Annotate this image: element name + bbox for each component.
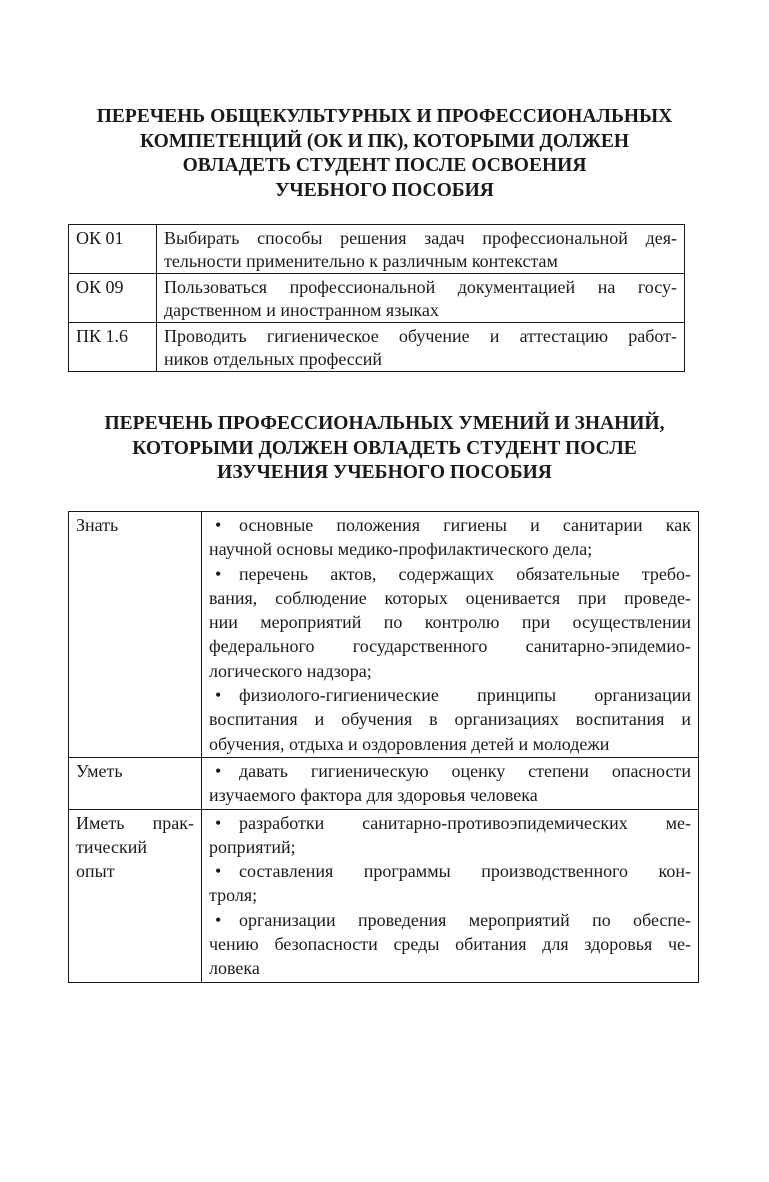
- skill-items: [202, 757, 699, 809]
- text-line: роприятий;: [209, 836, 296, 857]
- skill-category: [69, 512, 202, 758]
- skill-items: [202, 512, 699, 758]
- competency-description: [157, 225, 685, 274]
- text-line: ников отдельных профессий: [164, 348, 383, 369]
- text-line: Пользоваться профессиональной документацией на госу-: [164, 277, 677, 297]
- text-line: организации проведения мероприятий по обеспе-: [239, 909, 691, 930]
- list-item: [209, 683, 691, 756]
- category-label: опыт: [76, 860, 115, 881]
- text-line: воспитания и обучения в организациях воспитания и: [209, 709, 691, 730]
- skills-table: [68, 511, 699, 983]
- skill-category: [69, 809, 202, 982]
- text-line: физиолого-гигиенические принципы организации: [239, 685, 691, 706]
- title-line: ОВЛАДЕТЬ СТУДЕНТ ПОСЛЕ ОСВОЕНИЯ: [182, 155, 587, 176]
- bullet-icon: •: [215, 909, 222, 930]
- title-line: ПЕРЕЧЕНЬ ОБЩЕКУЛЬТУРНЫХ И ПРОФЕССИОНАЛЬНЫХ: [96, 106, 673, 127]
- skill-items: [202, 809, 699, 982]
- text-line: давать гигиеническую оценку степени опасности: [239, 760, 691, 781]
- category-label: Уметь: [76, 760, 123, 781]
- text-line: изучаемого фактора для здоровья человека: [209, 785, 538, 806]
- category-label: Знать: [76, 515, 119, 535]
- text-line: разработки санитарно-противоэпидемических ме-: [239, 812, 691, 833]
- bullet-icon: •: [215, 760, 222, 781]
- table-row: [69, 809, 699, 982]
- bullet-icon: •: [215, 563, 222, 584]
- text-line: составления программы производственного кон-: [239, 861, 691, 882]
- competency-code: ОК 01: [69, 225, 157, 274]
- text-line: дарственном и иностранном языках: [164, 299, 439, 320]
- competencies-title: [40, 105, 729, 203]
- competency-code: ОК 09: [69, 274, 157, 323]
- text-line: логического надзора;: [209, 660, 372, 681]
- bullet-icon: •: [215, 861, 222, 882]
- category-label: тический: [76, 836, 147, 857]
- text-line: тельности применительно к различным контекстам: [164, 250, 558, 271]
- skills-title: [40, 412, 729, 486]
- list-item: [209, 908, 691, 981]
- table-row: [69, 274, 685, 323]
- category-label: Иметь прак-: [76, 812, 194, 833]
- table-row: [69, 323, 685, 372]
- text-line: обучения, отдыха и оздоровления детей и молодежи: [209, 733, 610, 754]
- table-row: [69, 512, 699, 758]
- table-row: [69, 757, 699, 809]
- competency-code: ПК 1.6: [69, 323, 157, 372]
- text-line: чению безопасности среды обитания для здоровья че-: [209, 934, 691, 955]
- competency-description: [157, 323, 685, 372]
- skill-category: [69, 757, 202, 809]
- bullet-icon: •: [215, 515, 222, 535]
- text-line: троля;: [209, 885, 258, 906]
- competencies-table: [68, 224, 685, 372]
- bullet-icon: •: [215, 812, 222, 833]
- text-line: федерального государственного санитарно-эпидемио-: [209, 636, 691, 657]
- list-item: [209, 513, 691, 562]
- text-line: научной основы медико-профилактического дела;: [209, 539, 593, 560]
- title-line: КОМПЕТЕНЦИЙ (ОК И ПК), КОТОРЫМИ ДОЛЖЕН: [139, 130, 630, 152]
- text-line: нии мероприятий по контролю при осуществлении: [209, 612, 691, 633]
- text-line: основные положения гигиены и санитарии как: [239, 515, 691, 535]
- bullet-icon: •: [215, 685, 222, 706]
- text-line: Выбирать способы решения задач профессиональной дея-: [164, 228, 677, 248]
- text-line: ловека: [209, 958, 260, 979]
- title-line: КОТОРЫМИ ДОЛЖЕН ОВЛАДЕТЬ СТУДЕНТ ПОСЛЕ: [132, 437, 637, 459]
- competency-description: [157, 274, 685, 323]
- text-line: вания, соблюдение которых оценивается при проведе-: [209, 587, 691, 608]
- table-row: [69, 225, 685, 274]
- list-item: [209, 562, 691, 683]
- title-line: ПЕРЕЧЕНЬ ПРОФЕССИОНАЛЬНЫХ УМЕНИЙ И ЗНАНИЙ,: [104, 413, 665, 434]
- list-item: [209, 759, 691, 808]
- title-line: УЧЕБНОГО ПОСОБИЯ: [275, 179, 494, 201]
- text-line: перечень актов, содержащих обязательные требо-: [239, 563, 691, 584]
- list-item: [209, 859, 691, 908]
- text-line: Проводить гигиеническое обучение и аттестацию работ-: [164, 326, 677, 346]
- title-line: ИЗУЧЕНИЯ УЧЕБНОГО ПОСОБИЯ: [217, 462, 552, 483]
- list-item: [209, 811, 691, 860]
